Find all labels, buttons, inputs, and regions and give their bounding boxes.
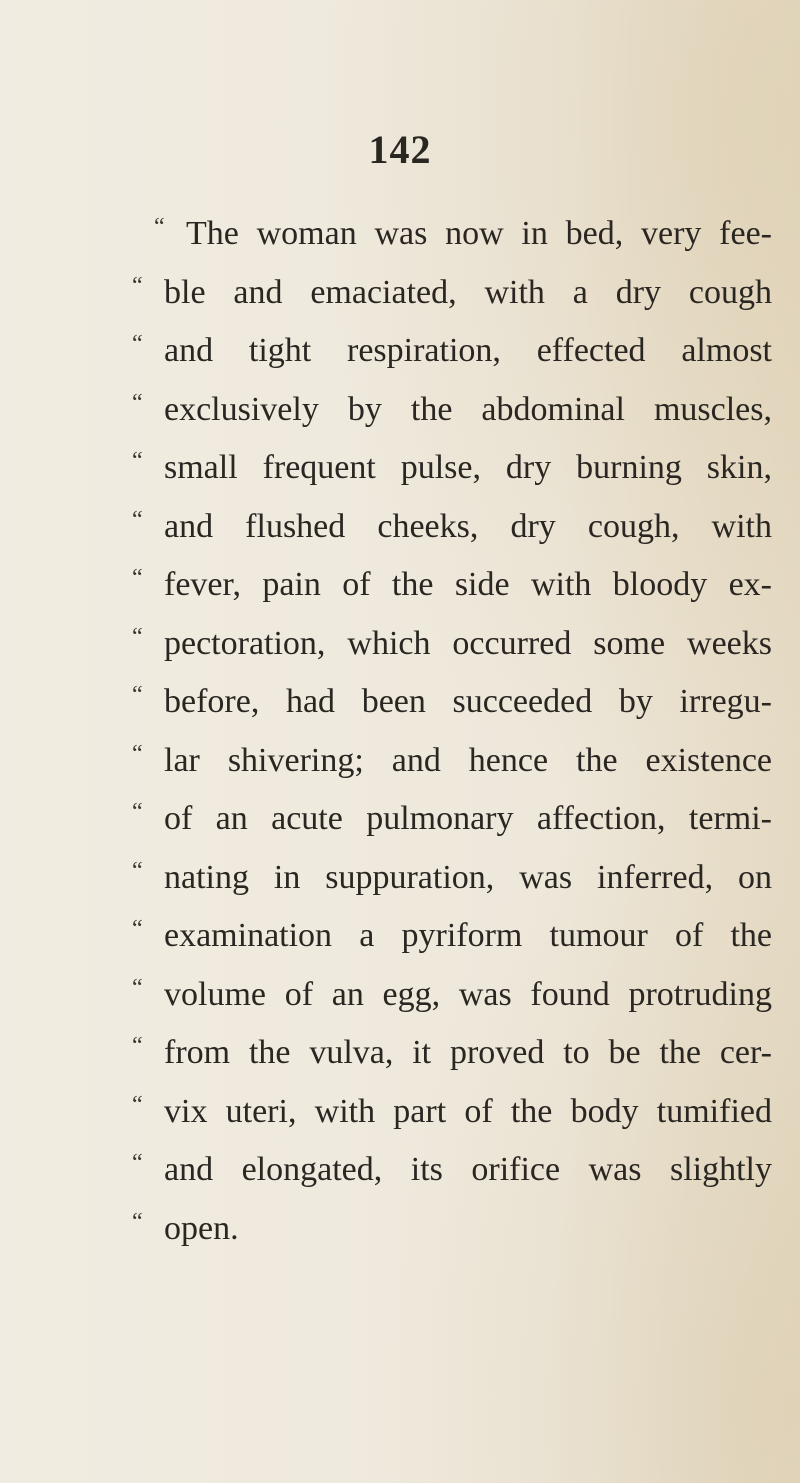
text-line	[132, 1200, 772, 1259]
quote-mark: “	[154, 214, 165, 240]
quote-mark: “	[132, 1208, 143, 1235]
text-line	[132, 673, 772, 732]
text-line	[132, 556, 772, 615]
line-text: and elongated, its orifice was slightly	[164, 1151, 772, 1188]
text-line	[132, 439, 772, 498]
line-text: vix uteri, with part of the body tumified	[164, 1092, 772, 1130]
text-line	[132, 849, 772, 908]
text-line	[132, 264, 772, 323]
text-line	[132, 322, 772, 381]
quote-mark: “	[132, 506, 143, 533]
text-line	[132, 966, 772, 1025]
quote-mark: “	[132, 331, 143, 357]
line-text: examination a pyriform tumour of the	[164, 917, 772, 954]
quote-mark: “	[132, 799, 143, 825]
quote-mark: “	[132, 1150, 143, 1176]
line-text: exclusively by the abdominal muscles,	[164, 390, 772, 428]
line-text: small frequent pulse, dry burning skin,	[164, 449, 772, 486]
line-text: and tight respiration, effected almost	[164, 332, 772, 369]
quote-mark: “	[132, 623, 143, 650]
line-text: from the vulva, it proved to be the cer-	[164, 1034, 772, 1071]
quote-mark: “	[132, 448, 143, 474]
text-line	[132, 732, 772, 791]
text-line	[132, 381, 772, 440]
text-line	[132, 205, 772, 264]
line-text: pectoration, which occurred some weeks	[164, 624, 772, 662]
line-text: open.	[164, 1209, 239, 1247]
text-line	[132, 907, 772, 966]
quote-mark: “	[132, 1033, 143, 1059]
line-text: before, had been succeeded by irregu-	[164, 683, 772, 720]
line-text: fever, pain of the side with bloody ex-	[164, 566, 772, 603]
text-line	[132, 1024, 772, 1083]
quote-mark: “	[132, 682, 143, 708]
quote-mark: “	[132, 974, 143, 1001]
body-text	[132, 205, 772, 1258]
text-line	[132, 1083, 772, 1142]
quote-mark: “	[132, 1091, 143, 1118]
quote-mark: “	[132, 389, 143, 416]
quote-mark: “	[132, 565, 143, 591]
line-text: ble and emaciated, with a dry cough	[164, 273, 772, 311]
line-text: The woman was now in bed, very fee-	[186, 215, 772, 252]
quote-mark: “	[132, 272, 143, 299]
text-line	[132, 615, 772, 674]
line-text: of an acute pulmonary affection, termi-	[164, 800, 772, 837]
line-text: lar shivering; and hence the existence	[164, 741, 772, 779]
text-line	[132, 1141, 772, 1200]
line-text: nating in suppuration, was inferred, on	[164, 858, 772, 896]
quote-mark: “	[132, 857, 143, 884]
line-text: volume of an egg, was found protruding	[164, 975, 772, 1013]
quote-mark: “	[132, 916, 143, 942]
line-text: and flushed cheeks, dry cough, with	[164, 507, 772, 545]
quote-mark: “	[132, 740, 143, 767]
text-line	[132, 498, 772, 557]
text-line	[132, 790, 772, 849]
page-number: 142	[368, 127, 432, 172]
